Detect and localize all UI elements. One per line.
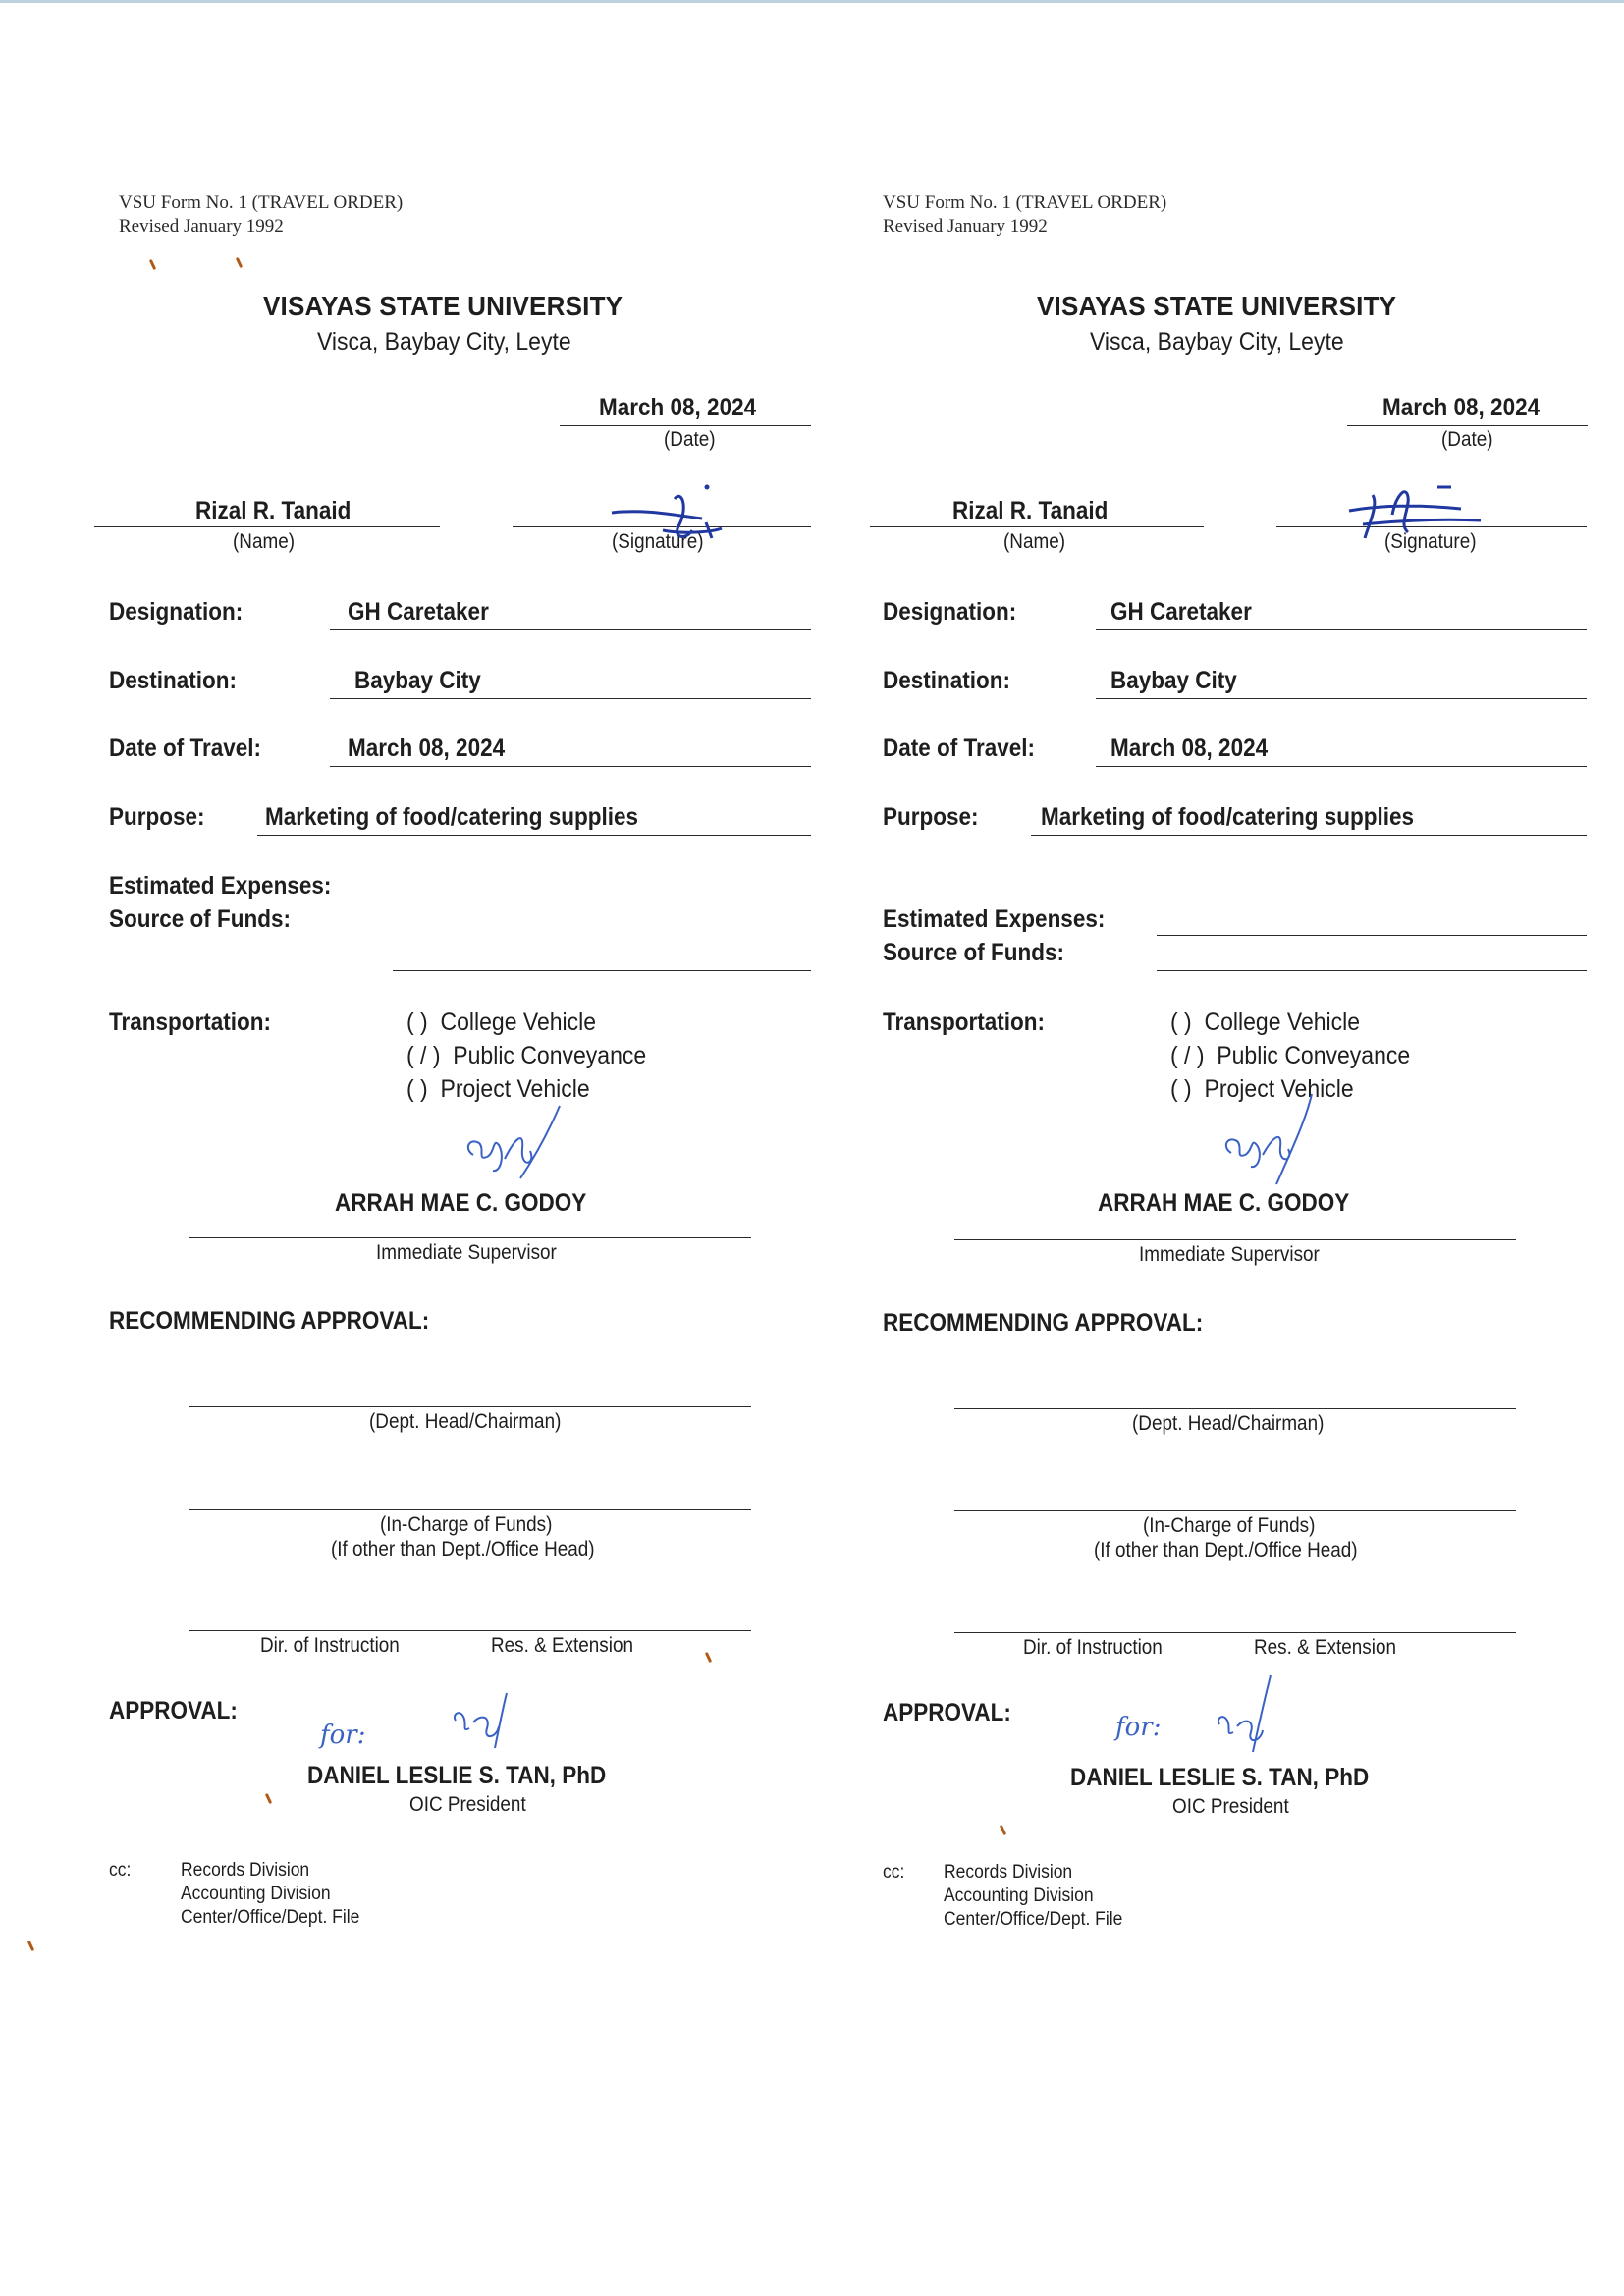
transportation-label: Transportation: (109, 1009, 272, 1036)
approval-heading: APPROVAL: (109, 1697, 238, 1724)
transport-option-project-vehicle: ( ) Project Vehicle (1170, 1075, 1354, 1103)
date-of-travel-label: Date of Travel: (109, 735, 262, 762)
date-caption: (Date) (1441, 428, 1493, 451)
president-title: OIC President (1172, 1795, 1289, 1818)
designation-label: Designation: (883, 598, 1017, 626)
purpose-label: Purpose: (109, 803, 205, 831)
source-of-funds-line (1157, 970, 1587, 971)
president-name: DANIEL LESLIE S. TAN, PhD (1070, 1764, 1370, 1791)
president-title: OIC President (409, 1793, 526, 1816)
approval-initials (450, 1689, 528, 1758)
university-address: Visca, Baybay City, Leyte (317, 328, 571, 355)
in-charge-caption: (In-Charge of Funds) (380, 1513, 553, 1536)
purpose-label: Purpose: (883, 803, 979, 831)
supervisor-title: Immediate Supervisor (376, 1241, 557, 1264)
destination-line (330, 698, 811, 699)
scan-speck (27, 1941, 34, 1951)
date-of-travel-line (330, 766, 811, 767)
for-mark: for: (320, 1721, 366, 1750)
scan-speck (236, 257, 243, 268)
traveler-name: Rizal R. Tanaid (952, 497, 1109, 524)
cc-label: cc: (883, 1862, 905, 1883)
travel-order-form-right (774, 0, 1586, 2296)
cc-recipient: Records Division (181, 1860, 310, 1881)
in-charge-caption: (In-Charge of Funds) (1143, 1514, 1316, 1537)
destination-value: Baybay City (354, 667, 481, 694)
designation-line (330, 629, 811, 630)
dept-head-caption: (Dept. Head/Chairman) (369, 1410, 562, 1433)
res-extension-caption: Res. & Extension (1254, 1636, 1396, 1659)
director-line (954, 1632, 1516, 1633)
cc-recipient: Records Division (944, 1862, 1073, 1883)
res-extension-caption: Res. & Extension (491, 1634, 633, 1657)
estimated-expenses-label: Estimated Expenses: (883, 905, 1106, 933)
destination-label: Destination: (109, 667, 238, 694)
university-address: Visca, Baybay City, Leyte (1090, 328, 1344, 355)
destination-label: Destination: (883, 667, 1011, 694)
scan-speck (1000, 1825, 1006, 1835)
date-line (1347, 425, 1588, 426)
cc-recipient: Center/Office/Dept. File (944, 1909, 1123, 1930)
source-of-funds-line (393, 970, 811, 971)
in-charge-line (954, 1510, 1516, 1511)
scan-speck (705, 1652, 712, 1663)
destination-line (1096, 698, 1587, 699)
scan-speck (265, 1793, 272, 1804)
form-revised: Revised January 1992 (119, 216, 284, 237)
source-of-funds-label: Source of Funds: (109, 905, 292, 933)
designation-value: GH Caretaker (1110, 598, 1252, 626)
dir-instruction-caption: Dir. of Instruction (260, 1634, 400, 1657)
transport-option-college-vehicle: ( ) College Vehicle (1170, 1009, 1361, 1036)
date-value: March 08, 2024 (1382, 394, 1541, 421)
scan-speck (149, 259, 156, 270)
designation-label: Designation: (109, 598, 244, 626)
supervisor-name: ARRAH MAE C. GODOY (335, 1189, 587, 1217)
traveler-signature (1343, 475, 1490, 560)
date-of-travel-value: March 08, 2024 (1110, 735, 1269, 762)
name-line (870, 526, 1204, 527)
dept-head-line (954, 1408, 1516, 1409)
cc-recipient: Accounting Division (944, 1886, 1094, 1906)
transport-option-public-conveyance: ( / ) Public Conveyance (406, 1042, 647, 1069)
recommending-approval-heading: RECOMMENDING APPROVAL: (109, 1307, 430, 1335)
transport-option-public-conveyance: ( / ) Public Conveyance (1170, 1042, 1411, 1069)
date-of-travel-label: Date of Travel: (883, 735, 1036, 762)
dir-instruction-caption: Dir. of Instruction (1023, 1636, 1163, 1659)
supervisor-name: ARRAH MAE C. GODOY (1098, 1189, 1350, 1217)
purpose-value: Marketing of food/catering supplies (265, 803, 639, 831)
in-charge-note: (If other than Dept./Office Head) (1094, 1539, 1358, 1561)
form-revised: Revised January 1992 (883, 216, 1048, 237)
purpose-line (1031, 835, 1587, 836)
name-caption: (Name) (233, 530, 296, 553)
designation-line (1096, 629, 1587, 630)
date-of-travel-line (1096, 766, 1587, 767)
source-of-funds-label: Source of Funds: (883, 939, 1065, 966)
recommending-approval-heading: RECOMMENDING APPROVAL: (883, 1309, 1204, 1337)
purpose-line (257, 835, 811, 836)
in-charge-note: (If other than Dept./Office Head) (331, 1538, 595, 1560)
name-caption: (Name) (1003, 530, 1066, 553)
form-number: VSU Form No. 1 (TRAVEL ORDER) (883, 192, 1167, 213)
approval-heading: APPROVAL: (883, 1699, 1011, 1726)
transportation-label: Transportation: (883, 1009, 1046, 1036)
designation-value: GH Caretaker (348, 598, 489, 626)
destination-value: Baybay City (1110, 667, 1237, 694)
for-mark: for: (1115, 1713, 1162, 1742)
supervisor-title: Immediate Supervisor (1139, 1243, 1320, 1266)
president-name: DANIEL LESLIE S. TAN, PhD (307, 1762, 607, 1789)
signature-caption: (Signature) (1384, 530, 1477, 553)
university-name: VISAYAS STATE UNIVERSITY (1037, 291, 1397, 321)
approval-initials (1214, 1669, 1292, 1758)
date-value: March 08, 2024 (599, 394, 757, 421)
transport-option-college-vehicle: ( ) College Vehicle (406, 1009, 597, 1036)
name-line (94, 526, 440, 527)
university-name: VISAYAS STATE UNIVERSITY (263, 291, 623, 321)
transport-option-project-vehicle: ( ) Project Vehicle (406, 1075, 590, 1103)
traveler-signature (604, 479, 731, 558)
supervisor-line (189, 1237, 751, 1238)
estimated-expenses-label: Estimated Expenses: (109, 872, 332, 900)
director-line (189, 1630, 751, 1631)
purpose-value: Marketing of food/catering supplies (1041, 803, 1415, 831)
in-charge-line (189, 1509, 751, 1510)
form-number: VSU Form No. 1 (TRAVEL ORDER) (119, 192, 404, 213)
cc-recipient: Accounting Division (181, 1884, 331, 1904)
traveler-name: Rizal R. Tanaid (195, 497, 352, 524)
supervisor-line (954, 1239, 1516, 1240)
estimated-expenses-line (1157, 935, 1587, 936)
cc-recipient: Center/Office/Dept. File (181, 1907, 360, 1928)
date-caption: (Date) (664, 428, 716, 451)
date-of-travel-value: March 08, 2024 (348, 735, 506, 762)
dept-head-caption: (Dept. Head/Chairman) (1132, 1412, 1325, 1435)
cc-label: cc: (109, 1860, 132, 1881)
dept-head-line (189, 1406, 751, 1407)
signature-caption: (Signature) (612, 530, 704, 553)
